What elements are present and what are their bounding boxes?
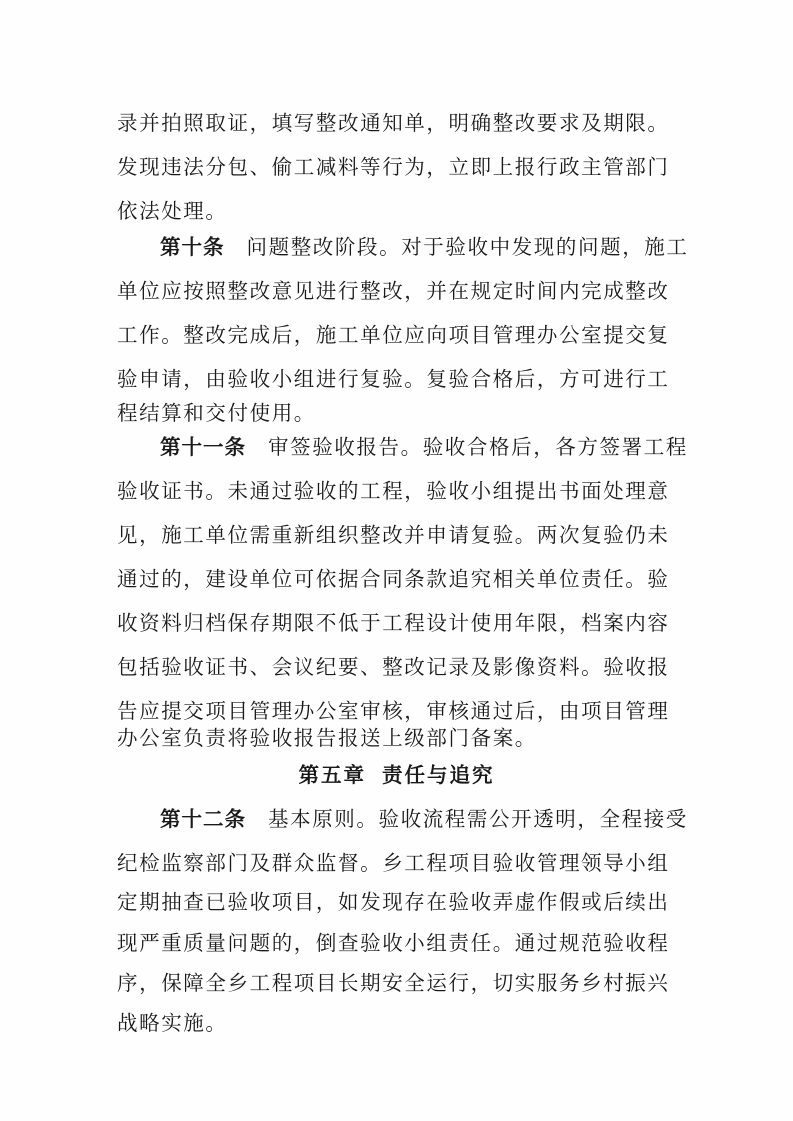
paragraph-line: 定期抽查已验收项目，如发现存在验收弄虚作假或后续出 (117, 890, 670, 914)
paragraph-line: 录并拍照取证，填写整改通知单，明确整改要求及期限。 (117, 111, 670, 135)
paragraph-line: 单位应按照整改意见进行整改，并在规定时间内完成整改 (117, 279, 670, 303)
paragraph-line: 通过的，建设单位可依据合同条款追究相关单位责任。验 (117, 567, 670, 591)
article-12-text: 基本原则。验收流程需公开透明，全程接受 (268, 807, 688, 831)
article-10-heading: 第十条 (160, 235, 225, 259)
article-10-text: 问题整改阶段。对于验收中发现的问题，施工 (246, 235, 689, 259)
paragraph-line: 验收证书。未通过验收的工程，验收小组提出书面处理意 (117, 479, 670, 503)
article-11-first-line (160, 425, 692, 469)
paragraph-line: 告应提交项目管理办公室审核，审核通过后，由项目管理 (117, 699, 670, 723)
paragraph-line: 验申请，由验收小组进行复验。复验合格后，方可进行工 (117, 367, 670, 391)
article-10-first-line (160, 225, 692, 269)
article-12-heading: 第十二条 (160, 807, 246, 831)
paragraph-line: 工作。整改完成后，施工单位应向项目管理办公室提交复 (117, 323, 670, 347)
article-11-heading: 第十一条 (160, 435, 246, 459)
paragraph-line: 办公室负责将验收报告报送上级部门备案。 (117, 726, 537, 750)
chapter-number: 第五章 (298, 763, 366, 787)
paragraph-line: 纪检监察部门及群众监督。乡工程项目验收管理领导小组 (117, 851, 670, 875)
paragraph-line: 程结算和交付使用。 (117, 401, 316, 425)
paragraph-line: 序，保障全乡工程项目长期安全运行，切实服务乡村振兴 (117, 971, 670, 995)
chapter-title: 责任与追究 (382, 763, 495, 787)
article-12-first-line (160, 797, 692, 841)
article-11-text: 审签验收报告。验收合格后，各方签署工程 (268, 435, 688, 459)
paragraph-line: 包括验收证书、会议纪要、整改记录及影像资料。验收报 (117, 655, 670, 679)
paragraph-line: 收资料归档保存期限不低于工程设计使用年限，档案内容 (117, 611, 670, 635)
paragraph-line: 现严重质量问题的，倒查验收小组责任。通过规范验收程 (117, 931, 670, 955)
paragraph-line: 见，施工单位需重新组织整改并申请复验。两次复验仍未 (117, 523, 670, 547)
paragraph-line: 发现违法分包、偷工减料等行为，立即上报行政主管部门 (117, 155, 670, 179)
chapter-heading (0, 753, 793, 797)
paragraph-line: 依法处理。 (117, 199, 228, 223)
paragraph-line: 战略实施。 (117, 1011, 228, 1035)
